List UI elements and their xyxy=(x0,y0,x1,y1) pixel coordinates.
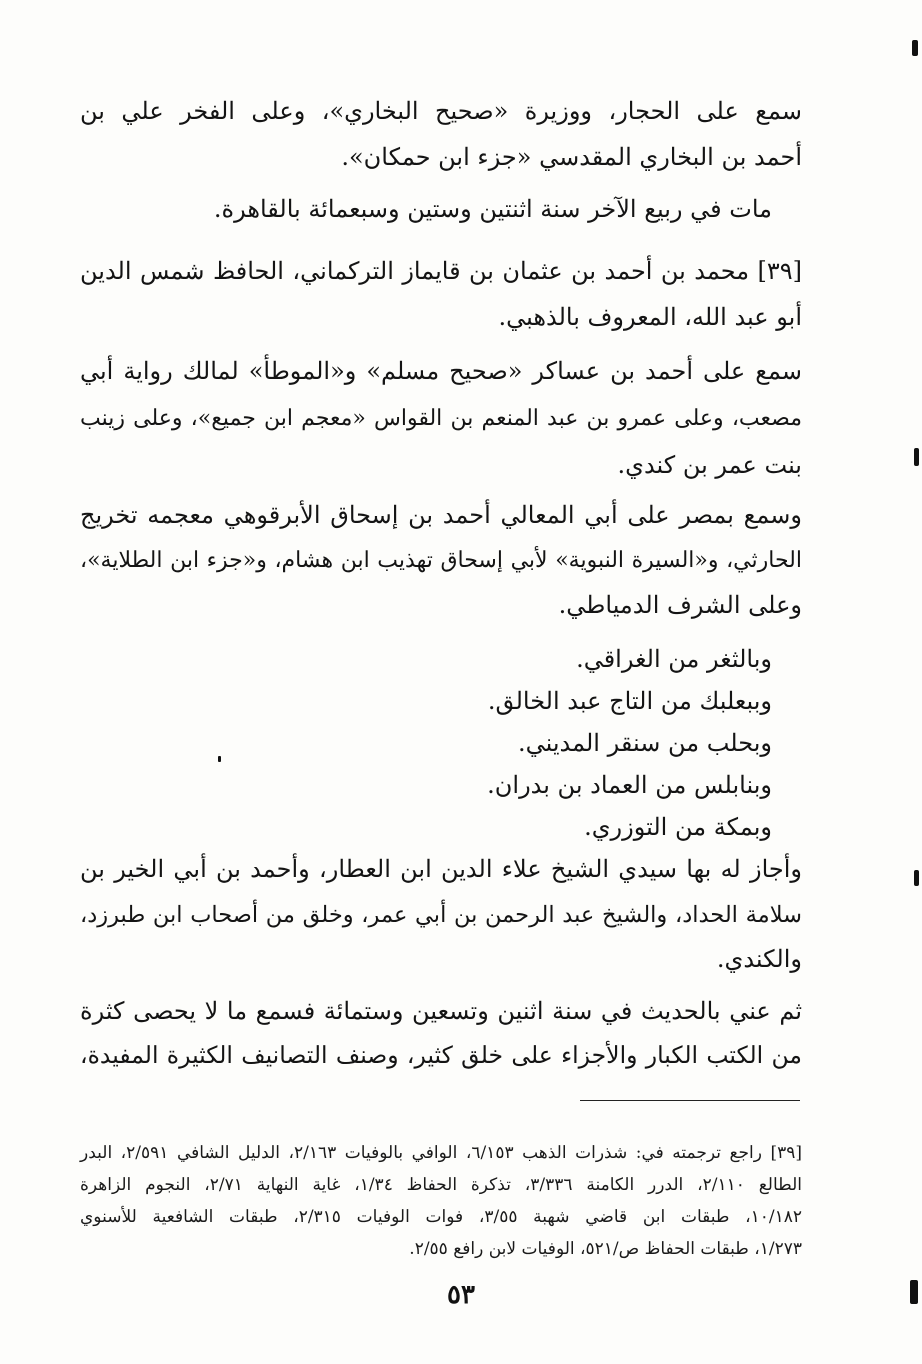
body-line: ثم عني بالحديث في سنة اثنين وتسعين وستمائة فسمع ما لا يحصى كثرة xyxy=(80,997,802,1025)
body-line-entry-39: [٣٩] محمد بن أحمد بن عثمان بن قايماز التركماني، الحافظ شمس الدين xyxy=(80,257,802,285)
body-line: سمع على الحجار، ووزيرة «صحيح البخاري»، وعلى الفخر علي بن xyxy=(80,97,802,125)
body-line: أبو عبد الله، المعروف بالذهبي. xyxy=(498,303,802,331)
scan-mark xyxy=(912,40,918,56)
scan-mark xyxy=(914,870,919,886)
body-line: سلامة الحداد، والشيخ عبد الرحمن بن أبي عمر، وخلق من أصحاب ابن طبرزد، xyxy=(80,902,802,928)
body-line: والكندي. xyxy=(716,945,802,973)
body-line: من الكتب الكبار والأجزاء على خلق كثير، وصنف التصانيف الكثيرة المفيدة، xyxy=(80,1041,802,1069)
body-line: وعلى الشرف الدمياطي. xyxy=(558,591,802,619)
body-line: وبحلب من سنقر المديني. xyxy=(517,729,772,757)
footnote-line: ١٠/١٨٢، طبقات ابن قاضي شهبة ٣/٥٥، فوات الوفيات ٢/٣١٥، طبقات الشافعية للأسنوي xyxy=(80,1207,802,1227)
body-line: وبالثغر من الغراقي. xyxy=(576,645,772,673)
page-number: ٥٣ xyxy=(447,1280,475,1310)
body-line: وبنابلس من العماد بن بدران. xyxy=(487,771,772,799)
body-line: وسمع بمصر على أبي المعالي أحمد بن إسحاق الأبرقوهي معجمه تخريج xyxy=(80,501,802,529)
body-line: بنت عمر بن كندي. xyxy=(617,451,802,479)
body-line: وبمكة من التوزري. xyxy=(584,813,772,841)
scan-mark xyxy=(218,756,221,762)
scan-mark xyxy=(914,448,919,466)
body-line: الحارثي، و«السيرة النبوية» لأبي إسحاق تهذيب ابن هشام، و«جزء ابن الطلاية»، xyxy=(80,548,802,573)
body-line: سمع على أحمد بن عساكر «صحيح مسلم» و«الموطأ» لمالك رواية أبي xyxy=(80,357,802,385)
footnote-line: [٣٩] راجع ترجمته في: شذرات الذهب ٦/١٥٣، الوافي بالوفيات ٢/١٦٣، الدليل الشافي ٢/٥٩١، البدر xyxy=(80,1143,802,1163)
scan-mark xyxy=(910,1280,918,1304)
footnote-line: الطالع ٢/١١٠، الدرر الكامنة ٣/٣٣٦، تذكرة الحفاظ ١/٣٤، غاية النهاية ٢/٧١، النجوم الزاهرة xyxy=(80,1175,802,1195)
body-line: مات في ربيع الآخر سنة اثنتين وستين وسبعمائة بالقاهرة. xyxy=(213,195,772,223)
footnote-line: ١/٢٧٣، طبقات الحفاظ ص/٥٢١، الوفيات لابن رافع ٢/٥٥. xyxy=(409,1239,802,1259)
footnote-separator xyxy=(580,1100,800,1101)
body-line: وببعلبك من التاج عبد الخالق. xyxy=(487,687,772,715)
body-line: مصعب، وعلى عمرو بن عبد المنعم بن القواس «معجم ابن جميع»، وعلى زينب xyxy=(80,406,802,431)
body-line: أحمد بن البخاري المقدسي «جزء ابن حمكان». xyxy=(341,143,802,171)
body-line: وأجاز له بها سيدي الشيخ علاء الدين ابن العطار، وأحمد بن أبي الخير بن xyxy=(80,855,802,883)
